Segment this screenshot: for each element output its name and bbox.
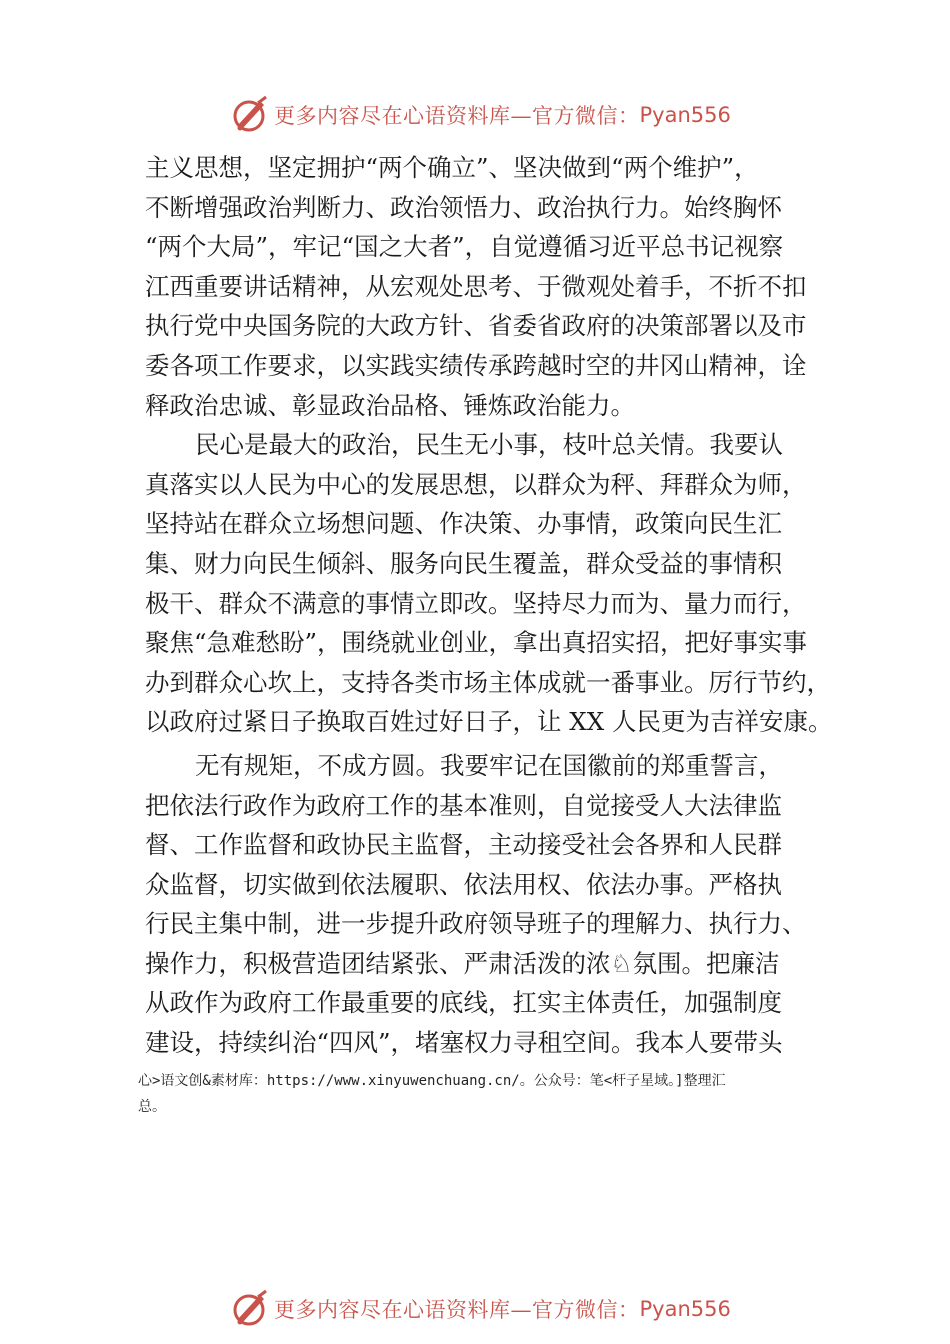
footer-banner	[230, 1289, 731, 1329]
document-body	[145, 148, 835, 1063]
text-line: 以政府过紧日子换取百姓过好日子，让 XX 人民更为吉祥安康。	[145, 707, 833, 737]
text-line: 办到群众心坎上，支持各类市场主体成就一番事业。厉行节约，	[145, 667, 831, 697]
text-line: 聚焦“急难愁盼”，围绕就业创业，拿出真招实招，把好事实事	[145, 628, 808, 658]
text-line: 极干、群众不满意的事情立即改。坚持尽力而为、量力而行，	[145, 588, 807, 618]
source-footnote	[138, 1068, 828, 1120]
text-line: 坚持站在群众立场想问题、作决策、办事情，政策向民生汇	[145, 509, 782, 539]
footer-wechat-id: Pyan556	[639, 1297, 731, 1321]
text-line: 众监督，切实做到依法履职、依法用权、依法办事。严格执	[145, 869, 782, 899]
text-line: 江西重要讲话精神，从宏观处思考、于微观处着手，不折不扣	[145, 271, 807, 301]
text-line: 行民主集中制，进一步提升政府领导班子的理解力、执行力、	[145, 909, 807, 939]
text-line: 把依法行政作为政府工作的基本准则，自觉接受人大法律监	[145, 790, 782, 820]
text-line: 主义思想，坚定拥护“两个确立”、坚决做到“两个维护”，	[145, 153, 759, 182]
text-line: 督、工作监督和政协民主监督，主动接受社会各界和人民群	[145, 830, 782, 860]
text-line: 从政作为政府工作最重要的底线，扛实主体责任，加强制度	[145, 988, 782, 1018]
paragraph-start-line: 无有规矩，不成方圆。我要牢记在国徽前的郑重誓言，	[195, 750, 783, 780]
footer-banner-text: 更多内容尽在心语资料库—官方微信：	[274, 1298, 640, 1322]
text-line: 建设，持续纠治“四风”，堵塞权力寻租空间。我本人要带头	[145, 1028, 783, 1058]
text-line: 操作力，积极营造团结紧张、严肃活泼的浓♘氛围。把廉洁	[145, 948, 780, 978]
writing-hand-logo-icon	[230, 1289, 270, 1329]
footnote-line: 总。	[138, 1099, 166, 1115]
text-line: “两个大局”，牢记“国之大者”，自觉遵循习近平总书记视察	[145, 232, 784, 262]
text-line: 执行党中央国务院的大政方针、省委省政府的决策部署以及市	[145, 311, 807, 341]
text-line: 释政治忠诚、彰显政治品格、锤炼政治能力。	[145, 390, 635, 420]
text-line: 不断增强政治判断力、政治领悟力、政治执行力。始终胸怀	[145, 192, 782, 222]
header-banner	[230, 95, 731, 135]
footnote-line: 心>语文创&素材库：https://www.xinyuwenchuang.cn/。公众号：笔<杆子星域。]整理汇	[138, 1073, 726, 1089]
writing-hand-logo-icon	[230, 95, 270, 135]
text-line: 委各项工作要求，以实践实绩传承跨越时空的井冈山精神，诠	[145, 350, 807, 380]
text-line: 真落实以人民为中心的发展思想，以群众为秤、拜群众为师，	[145, 469, 807, 499]
paragraph-start-line: 民心是最大的政治，民生无小事，枝叶总关情。我要认	[195, 430, 783, 460]
header-banner-text: 更多内容尽在心语资料库—官方微信：	[274, 104, 640, 128]
text-line: 集、财力向民生倾斜、服务向民生覆盖，群众受益的事情积	[145, 548, 782, 578]
header-wechat-id: Pyan556	[639, 103, 731, 127]
